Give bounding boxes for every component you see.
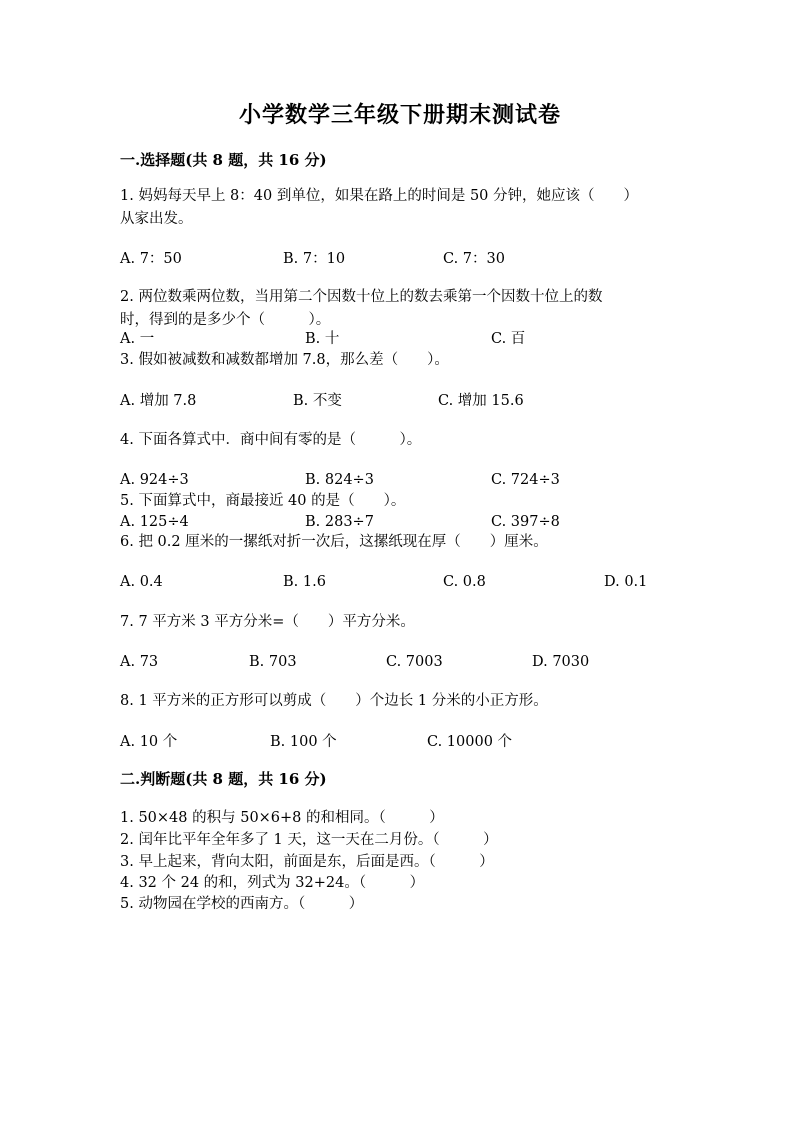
section-heading-choice: 一.选择题(共 8 题，共 16 分) xyxy=(120,151,327,169)
question-6-option-d[interactable]: D. 0.1 xyxy=(604,574,648,590)
question-1-option-b[interactable]: B. 7：10 xyxy=(283,251,346,267)
question-1-stem xyxy=(120,185,680,231)
judge-item-5: 5. 动物园在学校的西南方。（ ） xyxy=(120,896,364,912)
judge-item-3: 3. 早上起来，背向太阳，前面是东，后面是西。（ ） xyxy=(120,854,494,870)
question-5-option-c[interactable]: C. 397÷8 xyxy=(491,514,560,530)
question-2-stem xyxy=(120,286,680,332)
question-2-option-c[interactable]: C. 百 xyxy=(491,331,526,347)
question-7-stem: 7. 7 平方米 3 平方分米=（ ）平方分米。 xyxy=(120,614,415,630)
question-5-stem: 5. 下面算式中，商最接近 40 的是（ ）。 xyxy=(120,493,406,509)
question-5-option-b[interactable]: B. 283÷7 xyxy=(305,514,374,530)
question-8-option-c[interactable]: C. 10000 个 xyxy=(427,734,513,750)
question-6-option-c[interactable]: C. 0.8 xyxy=(443,574,486,590)
judge-item-1: 1. 50×48 的积与 50×6+8 的和相同。（ ） xyxy=(120,810,444,826)
question-stem-line: 时，得到的是多少个（ ）。 xyxy=(120,312,331,328)
question-2-option-a[interactable]: A. 一 xyxy=(120,331,155,347)
question-3-option-b[interactable]: B. 不变 xyxy=(293,393,342,409)
question-8-stem: 8. 1 平方米的正方形可以剪成（ ）个边长 1 分米的小正方形。 xyxy=(120,693,548,709)
question-6-stem: 6. 把 0.2 厘米的一摞纸对折一次后，这摞纸现在厚（ ）厘米。 xyxy=(120,534,548,550)
question-1-option-c[interactable]: C. 7：30 xyxy=(443,251,505,267)
question-6-option-a[interactable]: A. 0.4 xyxy=(120,574,163,590)
question-8-option-b[interactable]: B. 100 个 xyxy=(270,734,337,750)
judge-item-4: 4. 32 个 24 的和，列式为 32+24。（ ） xyxy=(120,875,425,891)
question-3-option-c[interactable]: C. 增加 15.6 xyxy=(438,393,524,409)
question-7-option-c[interactable]: C. 7003 xyxy=(386,654,443,670)
section-heading-judge: 二.判断题(共 8 题，共 16 分) xyxy=(120,770,327,788)
question-5-option-a[interactable]: A. 125÷4 xyxy=(120,514,189,530)
question-stem-line: 1. 妈妈每天早上 8：40 到单位，如果在路上的时间是 50 分钟，她应该（ ） xyxy=(120,188,639,204)
question-4-option-c[interactable]: C. 724÷3 xyxy=(491,472,560,488)
question-stem-line: 2. 两位数乘两位数，当用第二个因数十位上的数去乘第一个因数十位上的数 xyxy=(120,289,603,305)
judge-item-2: 2. 闰年比平年全年多了 1 天，这一天在二月份。（ ） xyxy=(120,832,498,848)
question-7-option-a[interactable]: A. 73 xyxy=(120,654,159,670)
question-1-option-a[interactable]: A. 7：50 xyxy=(120,251,182,267)
question-8-option-a[interactable]: A. 10 个 xyxy=(120,734,178,750)
question-stem-line: 从家出发。 xyxy=(120,211,193,227)
question-4-option-a[interactable]: A. 924÷3 xyxy=(120,472,189,488)
question-7-option-b[interactable]: B. 703 xyxy=(249,654,297,670)
question-3-stem: 3. 假如被减数和减数都增加 7.8，那么差（ ）。 xyxy=(120,352,449,368)
question-2-option-b[interactable]: B. 十 xyxy=(305,331,340,347)
page-title: 小学数学三年级下册期末测试卷 xyxy=(238,102,561,128)
question-4-stem: 4. 下面各算式中．商中间有零的是（ ）。 xyxy=(120,432,422,448)
question-4-option-b[interactable]: B. 824÷3 xyxy=(305,472,374,488)
question-3-option-a[interactable]: A. 增加 7.8 xyxy=(120,393,197,409)
question-7-option-d[interactable]: D. 7030 xyxy=(532,654,590,670)
question-6-option-b[interactable]: B. 1.6 xyxy=(283,574,326,590)
